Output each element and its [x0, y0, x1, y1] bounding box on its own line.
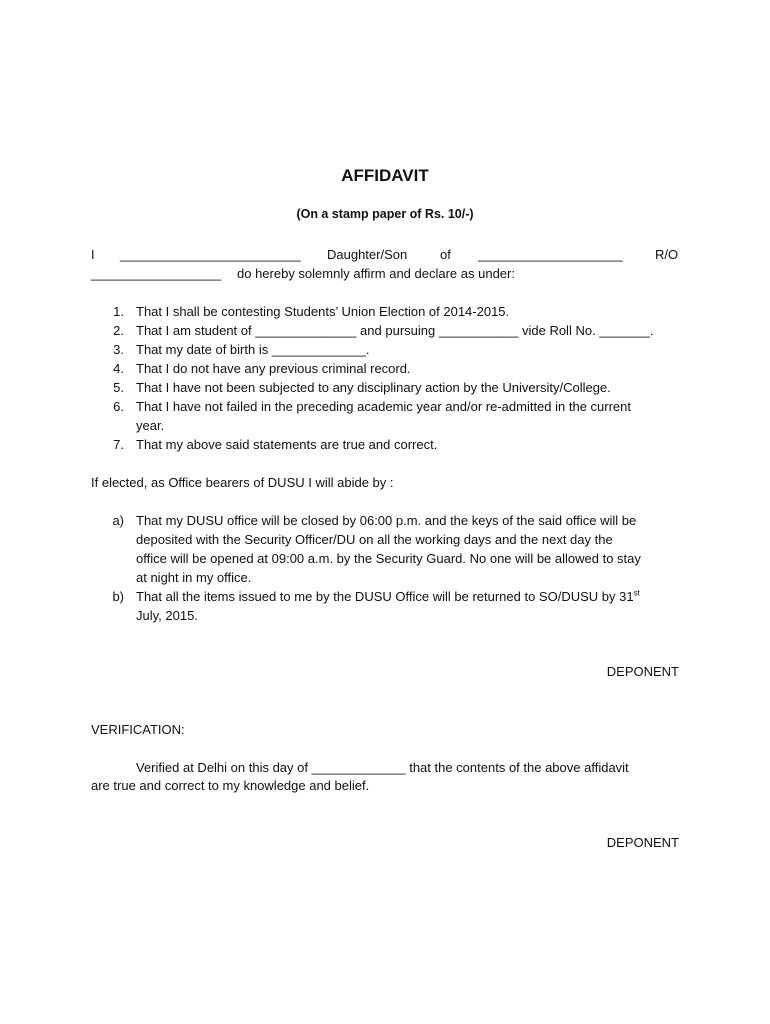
intro-i: I: [91, 247, 95, 262]
declaration-text: That I shall be contesting Students’ Union Election of 2014-2015.: [136, 304, 510, 319]
intro-name-blank: _________________________: [120, 247, 301, 262]
condition-text: [136, 587, 640, 606]
intro-relation: Daughter/Son: [327, 247, 408, 262]
condition-label: a): [112, 513, 124, 528]
intro-of: of: [440, 247, 451, 262]
declaration-number: 5.: [113, 380, 124, 395]
declaration-number: 2.: [113, 323, 124, 338]
declaration-text: That I have not been subjected to any disciplinary action by the University/College.: [136, 380, 611, 395]
document-subtitle: (On a stamp paper of Rs. 10/-): [296, 207, 474, 221]
intro-address-blank: __________________: [91, 266, 222, 281]
declaration-text: That my above said statements are true and correct.: [136, 437, 438, 452]
condition-text: office will be opened at 09:00 a.m. by the Security Guard. No one will be allowed to stay: [136, 551, 641, 566]
declaration-text: That I do not have any previous criminal record.: [136, 361, 411, 376]
condition-text: deposited with the Security Officer/DU on all the working days and the next day the: [136, 532, 613, 547]
intro-affirm-text: do hereby solemnly affirm and declare as under:: [237, 266, 515, 281]
deponent-signature-label: DEPONENT: [606, 664, 679, 679]
ordinal-suffix: st: [633, 588, 640, 598]
declaration-text: That I have not failed in the preceding academic year and/or re-admitted in the current: [136, 399, 632, 414]
condition-text-continued: July, 2015.: [136, 608, 198, 623]
verification-heading: VERIFICATION:: [91, 722, 185, 737]
intro-ro: R/O: [655, 247, 679, 262]
document-title: AFFIDAVIT: [341, 166, 429, 185]
declaration-number: 6.: [113, 399, 124, 414]
declaration-number: 4.: [113, 361, 124, 376]
abide-intro: If elected, as Office bearers of DUSU I will abide by :: [91, 475, 394, 490]
declaration-text-continued: year.: [136, 418, 165, 433]
verification-text-continued: are true and correct to my knowledge and belief.: [91, 778, 370, 793]
declaration-text: That my date of birth is _____________.: [136, 342, 370, 357]
declaration-text: That I am student of ______________ and pursuing ___________ vide Roll No. _______.: [136, 323, 654, 338]
declaration-number: 3.: [113, 342, 124, 357]
verification-text: Verified at Delhi on this day of _____________ that the contents of the above affidavit: [136, 760, 629, 775]
declaration-number: 1.: [113, 304, 124, 319]
declaration-number: 7.: [113, 437, 124, 452]
condition-label: b): [112, 589, 124, 604]
intro-parent-blank: ____________________: [478, 247, 623, 262]
deponent-signature-label: DEPONENT: [606, 835, 679, 850]
condition-text: That my DUSU office will be closed by 06:00 p.m. and the keys of the said office will be: [136, 513, 637, 528]
condition-text: at night in my office.: [136, 570, 252, 585]
condition-text-main: That all the items issued to me by the DUSU Office will be returned to SO/DUSU by 31: [136, 589, 634, 604]
